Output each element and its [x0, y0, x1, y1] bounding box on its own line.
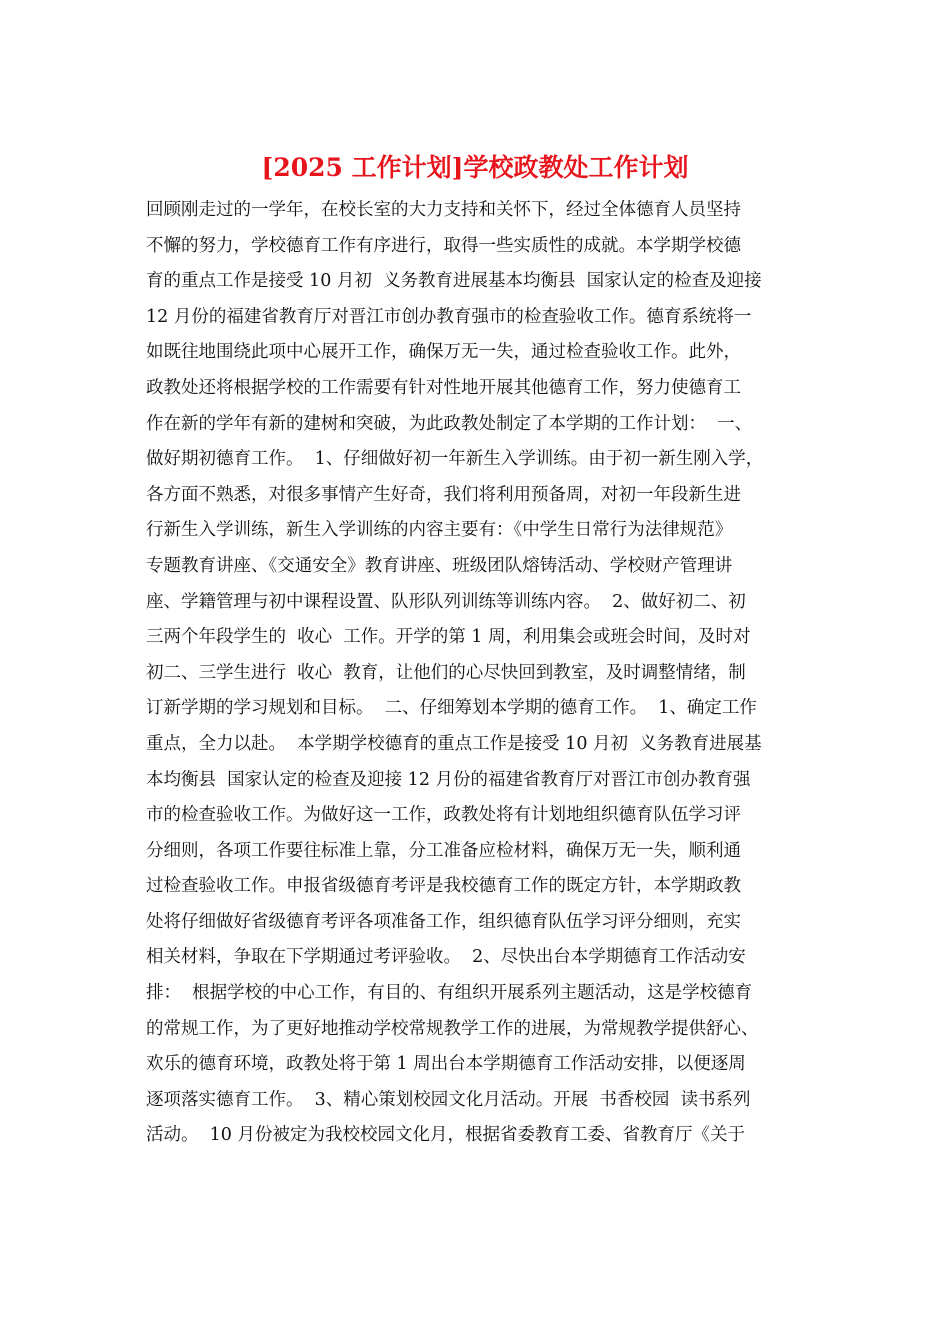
body-line: 初二、三学生进行 收心 教育，让他们的心尽快回到教室，及时调整情绪，制	[146, 662, 746, 683]
document-title: [2025 工作计划]学校政教处工作计划	[261, 153, 689, 182]
body-line: 订新学期的学习规划和目标。 二、仔细筹划本学期的德育工作。 1、确定工作	[146, 698, 757, 719]
body-line: 12 月份的福建省教育厅对晋江市创办教育强市的检查验收工作。德育系统将一	[146, 306, 752, 327]
document-body	[146, 193, 816, 1154]
body-line: 的常规工作，为了更好地推动学校常规教学工作的进展，为常规教学提供舒心、	[146, 1018, 759, 1039]
body-line: 回顾刚走过的一学年，在校长室的大力支持和关怀下，经过全体德育人员坚持	[146, 200, 741, 220]
body-line: 处将仔细做好省级德育考评各项准备工作，组织德育队伍学习评分细则，充实	[146, 911, 741, 932]
body-line: 作在新的学年有新的建树和突破，为此政教处制定了本学期的工作计划： 一、	[146, 413, 753, 434]
body-line: 相关材料，争取在下学期通过考评验收。 2、尽快出台本学期德育工作活动安	[146, 947, 746, 968]
body-line: 三两个年段学生的 收心 工作。开学的第 1 周，利用集会或班会时间，及时对	[146, 627, 751, 648]
body-line: 排： 根据学校的中心工作，有目的、有组织开展系列主题活动，这是学校德育	[146, 983, 753, 1004]
body-line: 专题教育讲座、《交通安全》教育讲座、班级团队熔铸活动、学校财产管理讲	[146, 555, 733, 576]
body-line: 如既往地围绕此项中心展开工作，确保万无一失，通过检查验收工作。此外，	[146, 342, 741, 363]
body-line: 做好期初德育工作。 1、仔细做好初一年新生入学训练。由于初一新生刚入学，	[146, 449, 764, 470]
body-line: 各方面不熟悉，对很多事情产生好奇，我们将利用预备周，对初一年段新生进	[146, 484, 741, 505]
body-line: 活动。 10 月份被定为我校校园文化月，根据省委教育工委、省教育厅《关于	[146, 1125, 745, 1146]
body-line: 市的检查验收工作。为做好这一工作，政教处将有计划地组织德育队伍学习评	[146, 805, 741, 826]
body-line: 本均衡县 国家认定的检查及迎接 12 月份的福建省教育厅对晋江市创办教育强	[146, 769, 751, 790]
body-line: 育的重点工作是接受 10 月初 义务教育进展基本均衡县 国家认定的检查及迎接	[146, 271, 762, 292]
body-line: 政教处还将根据学校的工作需要有针对性地开展其他德育工作，努力使德育工	[146, 377, 741, 398]
body-line: 行新生入学训练，新生入学训练的内容主要有：《中学生日常行为法律规范》	[146, 520, 733, 541]
body-line: 重点，全力以赴。 本学期学校德育的重点工作是接受 10 月初 义务教育进展基	[146, 733, 762, 754]
body-line: 座、学籍管理与初中课程设置、队形队列训练等训练内容。 2、做好初二、初	[146, 591, 746, 612]
body-line: 过检查验收工作。申报省级德育考评是我校德育工作的既定方针，本学期政教	[146, 876, 741, 897]
body-line: 不懈的努力，学校德育工作有序进行，取得一些实质性的成就。本学期学校德	[146, 235, 741, 256]
body-line: 分细则，各项工作要往标准上靠，分工准备应检材料，确保万无一失，顺利通	[146, 840, 741, 861]
body-line: 逐项落实德育工作。 3、精心策划校园文化月活动。开展 书香校园 读书系列	[146, 1089, 751, 1110]
body-line: 欢乐的德育环境，政教处将于第 1 周出台本学期德育工作活动安排，以便逐周	[146, 1054, 746, 1075]
